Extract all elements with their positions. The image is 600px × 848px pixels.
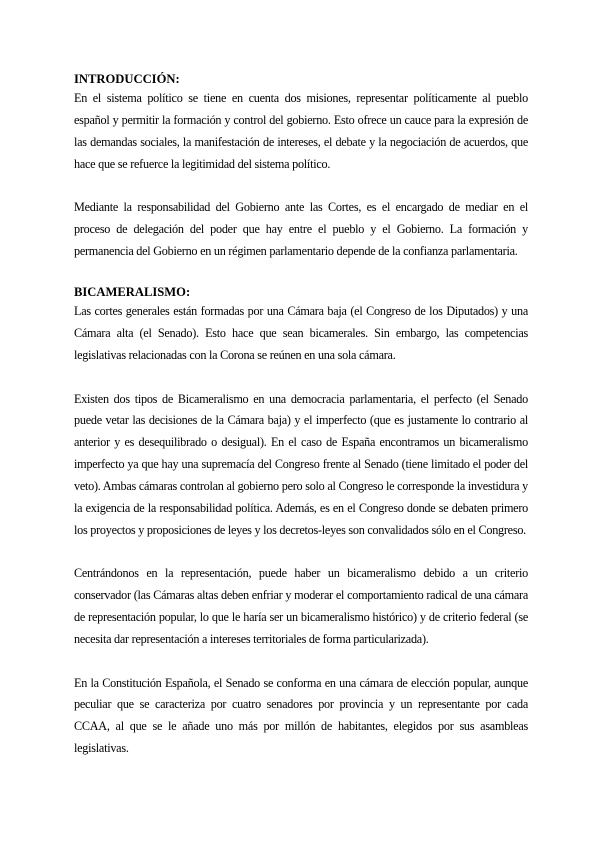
paragraph: Mediante la responsabilidad del Gobierno ante las Cortes, es el encargado de mediar en el proceso de delegación del poder que hay entre el pueblo y el Gobierno. La formación y permanencia del Gobierno en un régimen parlamentario depende de la confianza parlamentaria. <box>74 200 528 258</box>
document-page <box>74 71 528 760</box>
paragraph: En el sistema político se tiene en cuenta dos misiones, representar políticamente al pueblo español y permitir la formación y control del gobierno. Esto ofrece un cauce para la expresión de las demandas sociales, la manifestación de intereses, el debate y la negociación de acuerdos, que hace que se refuerce la legitimidad del sistema político. <box>74 91 528 171</box>
paragraph: En la Constitución Española, el Senado se conforma en una cámara de elección popular, aunque peculiar que se caracteriza por cuatro senadores por provincia y un representante por cada CCAA, al que se le añade uno más por millón de habitantes, elegidos por sus asambleas legislativas. <box>74 675 528 756</box>
section-heading-introduccion: INTRODUCCIÓN: <box>74 72 180 86</box>
section-heading-bicameralismo: BICAMERALISMO: <box>74 285 191 300</box>
paragraph: Centrándonos en la representación, puede haber un bicameralismo debido a un criterio conservador (las Cámaras altas deben enfriar y moderar el comportamiento radical de una cámara de representación popular, lo que le haría ser un bicameralismo histórico) y de criterio federal (se necesita dar representación a intereses territoriales de forma particularizada). <box>74 566 528 647</box>
paragraph: Las cortes generales están formadas por una Cámara baja (el Congreso de los Diputados) y una Cámara alta (el Senado). Esto hace que sean bicamerales. Sin embargo, las competencias legislativas relacionadas con la Corona se reúnen en una sola cámara. <box>74 304 528 363</box>
paragraph: Existen dos tipos de Bicameralismo en una democracia parlamentaria, el perfecto (el Senado puede vetar las decisiones de la Cámara baja) y el imperfecto (que es justamente lo contrario al anterior y es desequilibrado o desigual). En el caso de España encontramos un bicameralismo imperfecto ya que hay una supremacía del Congreso frente al Senado (tiene limitado el poder del veto). Ambas cámaras controlan al gobierno pero solo al Congreso le corresponde la investidura y la exigencia de la responsabilidad política. Además, es en el Congreso donde se debaten primero los proyectos y proposiciones de leyes y los decretos-leyes son convalidados sólo en el Congreso. <box>74 391 528 537</box>
